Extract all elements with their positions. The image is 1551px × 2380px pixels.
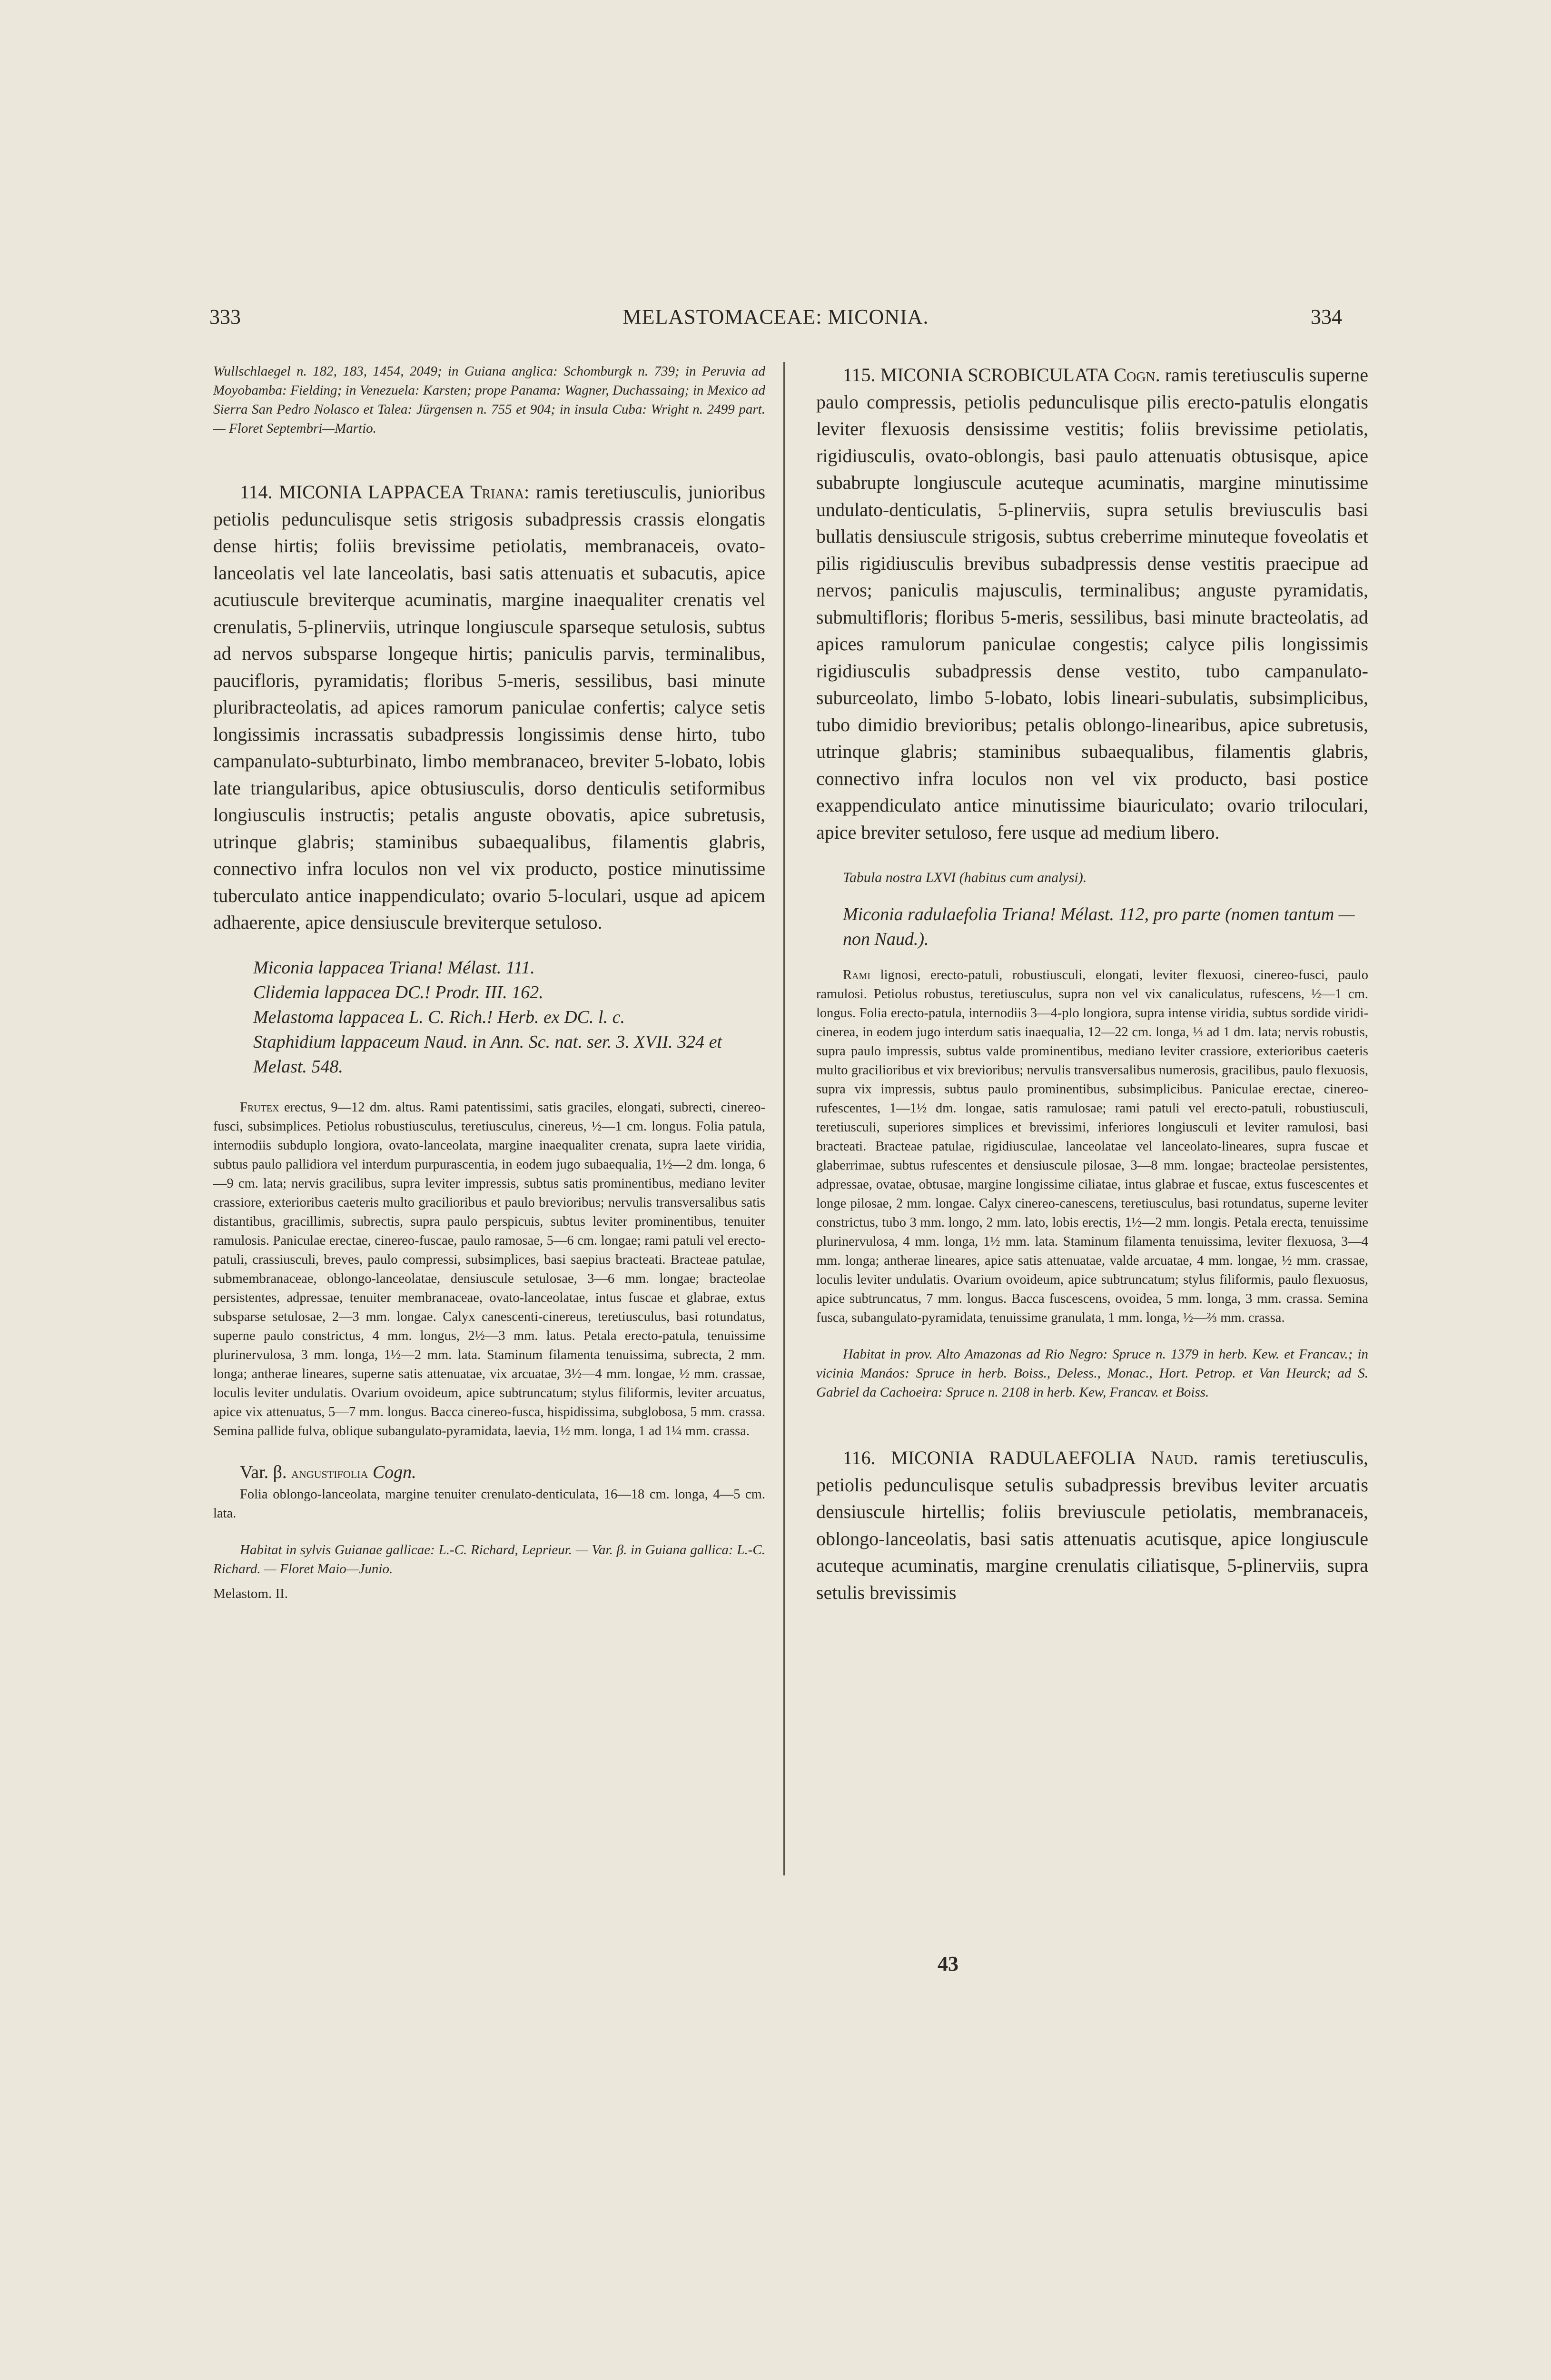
description-lead: Frutex (240, 1100, 279, 1115)
variety-name: angustifolia (291, 1464, 368, 1481)
synonym: Staphidium lappaceum Naud. in Ann. Sc. nat. ser. 3. XVII. 324 et Melast. 548. (253, 1031, 722, 1077)
description-text: erectus, 9—12 dm. altus. Rami patentissimi, satis graciles, elongati, subrecti, cinereo-fusci, subsimplices. Petiolus robustiusculus, teretiusculus, cinereus, ½—1 cm. longus. Folia patula, internodiis subduplo longiora, ovato-lanceolata, margine inaequaliter crenata, supra laete viridia, subtus paulo pallidiora vel interdum purpurascentia, in eodem jugo subaequalia, 1½—2 dm. longa, 6—9 cm. lata; nervis gracilibus, supra leviter impressis, subtus satis prominentibus, mediano leviter crassiore, exterioribus caeteris multo gracilioribus et paulo brevioribus; nervulis transversalibus satis distantibus, gracillimis, subrectis, supra paulo perspicuis, subtus leviter prominentibus, tenuiter ramulosis. Paniculae erectae, cinereo-fuscae, paulo ramosae, 5—6 cm. longae; rami patuli vel erecto-patuli, crassiusculi, breves, paulo compressi, subsimplices, basi saepius bracteati. Bracteae patulae, submembranaceae, oblongo-lanceolatae, densiuscule setulosae, 3—6 mm. longae; bracteolae persistentes, adpressae, tenuiter membranaceae, ovato-lanceolatae, intus fuscae et glabrae, extus subsparse setulosae, 2—3 mm. longae. Calyx canescenti-cinereus, teretiusculus, basi rotundatus, superne paulo constrictus, 4 mm. longus, 2½—3 mm. latus. Petala erecto-patula, tenuissime plurinervulosa, 3 mm. longa, 1½—2 mm. lata. Staminum filamenta tenuissima, subrecta, 2 mm. longa; antherae lineares, superne satis attenuatae, vix arcuatae, 3½—4 mm. longae, ½ mm. crassae, loculis leviter undulatis. Ovarium ovoideum, apice subtruncatum; stylus filiformis, leviter arcuatus, apice vix attenuatus, 5—7 mm. longus. Bacca cinereo-fusca, hispidissima, subglobosa, 5 mm. crassa. Semina pallide fulva, oblique subangulato-pyramidata, laevia, 1½ mm. longa, 1 ad 1¼ mm. crassa. (213, 1100, 765, 1438)
variety-description: Folia oblongo-lanceolata, margine tenuiter crenulato-denticulata, 16—18 cm. longa, 4—5 cm. lata. (213, 1487, 765, 1521)
species-115-number: 115. (843, 364, 876, 386)
plate-reference: Tabula nostra LXVI (habitus cum analysi). (843, 870, 1087, 885)
species-116-diagnosis (816, 1445, 1368, 1606)
synonym: Clidemia lappacea DC.! Prodr. III. 162. (253, 982, 543, 1002)
species-114-description (213, 1098, 765, 1441)
species-115-name: MICONIA SCROBICULATA (880, 364, 1109, 386)
page-number-left: 333 (209, 305, 241, 328)
column-divider (783, 362, 785, 1875)
description-text: lignosi, erecto-patuli, robustiusculi, elongati, leviter flexuosi, cinereo-fusci, paulo ramulosi. Petiolus robustus, teretiusculus, supra non vel vix canaliculatus, rufescens, ½—1 cm. longus. Folia erecto-patula, internodiis 3—4-plo longiora, supra intense viridia, subtus sordide viridi-cinerea, in eodem jugo interdum satis inaequalia, 12—22 cm. longa, ⅓ ad 1 dm. lata; nervis robustis, supra paulo impressis, subtus valde prominentibus, mediano leviter crassiore, exterioribus caeteris multo gracilioribus et vix brevioribus; nervulis transversalibus numerosis, gracilibus, paulo flexuosis, supra vix impressis, subtus paulo prominentibus, subsimplicibus. Paniculae erectae, cinereo-rufescentes, 1—1½ dm. longae, satis ramulosae; rami patuli vel erecto-patuli, robustiusculi, teretiusculi, superiores simplices et brevissimi, inferiores longiusculi et leviter ramulosi, basi bracteati. Bracteae patulae, rigidiusculae, lanceolatae vel lanceolato-lineares, supra fuscae et glaberrimae, subtus rufescentes et densiuscule pilosae, 3—8 mm. longae; bracteolae persistentes, adpressae, ovatae, obtusae, margine longissime ciliatae, intus glabrae et fuscae, extus fuscescentes et longe pilosae, 2 mm. longae. Calyx cinereo-canescens, teretiusculus, basi rotundatus, superne leviter constrictus, tubo 3 mm. longo, 2 mm. lato, lobis erectis, 1½—2 mm. longis. Petala erecta, tenuissime plurinervulosa, 4 mm. longa, 1½ mm. lata. Staminum filamenta tenuissima, leviter flexuosa, 3—4 mm. longa; antherae lineares, apice satis attenuatae, valde arcuatae, 4 mm. longae, ½ mm. crassae, loculis leviter undulatis. Ovarium ovoideum, apice subtruncatum; stylus filiformis, paulo flexuosus, apice subtruncatus, 7 mm. longus. Bacca fuscescens, ovoidea, 5 mm. longa, 3 mm. crassa. Semina fusca, subangulato-pyramidata, tenuissime granulata, 1 mm. longa, ½—⅔ mm. crassa. (816, 968, 1368, 1325)
sheet-number: 43 (938, 1952, 958, 1975)
synonym-115: Miconia radulaefolia Triana! Mélast. 112, pro parte (nomen tantum — non Naud.). (843, 904, 1355, 949)
species-114-text: : ramis teretiusculis, junioribus petiolis pedunculisque setis strigosis subadpressis crassis elongatis dense hirtis; foliis brevissime petiolatis, membranaceis, ovato-lanceolatis vel late lanceolatis, basi satis attenuatis et subacutis, apice acutiuscule breviterque acuminatis, margine inaequaliter crenatis vel crenulatis, 5-plinerviis, utrinque longiuscule sparseque setulosis, subtus ad nervos subsparse longeque hirtis; paniculis parvis, terminalibus, paucifloris, pyramidatis; floribus 5-meris, sessilibus, basi minute pluribracteolatis, ad apices ramorum paniculae confertis; calyce setis longissimis incrassatis subadpressis longissimis dense hirto, tubo campanulato-subturbinato, limbo membranaceo, breviter 5-lobato, lobis late triangularibus, apice obtusiusculis, dorso denticulis setiformibus longiusculis instructis; petalis anguste obovatis, apice subretusis, utrinque glabris; staminibus subaequalibus, filamentis glabris, connectivo infra loculos non vel vix producto, postice minutissime tuberculato antice inappendiculato; ovario 5-loculari, usque ad apicem adhaerente, apice densiuscule breviterque setuloso. (213, 481, 766, 933)
species-115-text: ramis teretiusculis superne paulo compressis, petiolis pedunculisque pilis erecto-patulis elongatis leviter flexuosis densissime vestitis; foliis brevissime petiolatis, rigidiusculis, ovato-oblongis, basi paulo attenuatis obtusisque, apice subabrupte longiuscule acuteque acuminatis, margine minutissime undulato-denticulatis, 5-plinerviis, supra setulis breviusculis basi bullatis densiuscule strigosis, subtus creberrime minuteque foveolatis et pilis rigidiusculis brevibus subadpressis dense vestitis praecipue ad nervos; paniculis majusculis, terminalibus; anguste pyramidatis, submultifloris; floribus 5-meris, sessilibus, basi minute bracteolatis, ad apices ramulorum paniculae congestis; calyce pilis longissimis rigidiusculis subadpressis dense vestito, tubo campanulato-suburceolato, limbo 5-lobato, lobis lineari-subulatis, subsimplicibus, tubo dimidio brevioribus; petalis oblongo-linearibus, apice subretusis, utrinque glabris; staminibus subaequalibus, filamentis glabris, connectivo infra loculos non vel vix producto, basi postice exappendiculato antice minutissime biauriculato; ovario triloculari, apice breviter setuloso, fere usque ad medium libero. (816, 364, 1369, 843)
variety-author: Cogn. (372, 1462, 416, 1482)
species-116-name: MICONIA RADULAEFOLIA (891, 1447, 1136, 1468)
synonym: Melastoma lappacea L. C. Rich.! Herb. ex DC. l. c. (253, 1007, 625, 1027)
species-116-number: 116. (843, 1447, 876, 1468)
species-114-name: MICONIA LAPPACEA (279, 481, 464, 503)
species-115-description (816, 966, 1368, 1328)
species-116-author: Naud. (1150, 1447, 1198, 1468)
continued-citation: Wullschlaegel n. 182, 183, 1454, 2049; in Guiana anglica: Schomburgk n. 739; in Peruvia ad Moyobamba: Fielding; in Venezuela: Karsten; prope Panama: Wagner, Duchassaing; in Mexico ad Sierra San Pedro Nolasco et Talea: Jürgensen n. 755 et 904; in insula Cuba: Wright n. 2499 part. — Floret Septembri—Martio. (213, 364, 765, 436)
species-115-author: Cogn. (1114, 364, 1160, 386)
species-115-diagnosis (816, 362, 1368, 846)
species-116-text: ramis teretiusculis, petiolis pedunculisque setulis subadpressis brevibus leviter arcuatis densiuscule hirtellis; foliis breviuscule petiolatis, membranaceis, oblongo-lanceolatis, basi satis attenuatis acutisque, apice longiuscule acuteque acuminatis, margine crenulatis ciliatisque, 5-plinerviis, supra setulis brevissimis (816, 1447, 1369, 1603)
habitat-115: Habitat in prov. Alto Amazonas ad Rio Negro: Spruce n. 1379 in herb. Kew. et Francav.; in vicinia Manáos: Spruce in herb. Boiss., Deless., Monac., Hort. Petrop. et Van Heurck; ad S. Gabriel da Cachoeira: Spruce n. 2108 in herb. Kew, Francav. et Boiss. (816, 1347, 1368, 1400)
species-114-diagnosis (213, 479, 765, 936)
running-title: MELASTOMACEAE: MICONIA. (622, 305, 929, 328)
page-number-right: 334 (1311, 305, 1342, 328)
habitat-114: Habitat in sylvis Guianae gallicae: L.-C. Richard, Leprieur. — Var. β. in Guiana gallica: L.-C. Richard. — Floret Maio—Junio. (213, 1542, 765, 1577)
running-header (209, 305, 1342, 338)
variety-heading (213, 1460, 765, 1485)
species-114-author: Triana (470, 481, 524, 503)
left-column (213, 362, 765, 1603)
signature-mark: Melastom. II. (213, 1586, 288, 1601)
synonym: Miconia lappacea Triana! Mélast. 111. (253, 957, 535, 978)
right-column (816, 362, 1368, 1606)
variety-label: Var. β. (240, 1462, 287, 1482)
species-114-number: 114. (240, 481, 273, 503)
description-lead: Rami (843, 968, 870, 982)
